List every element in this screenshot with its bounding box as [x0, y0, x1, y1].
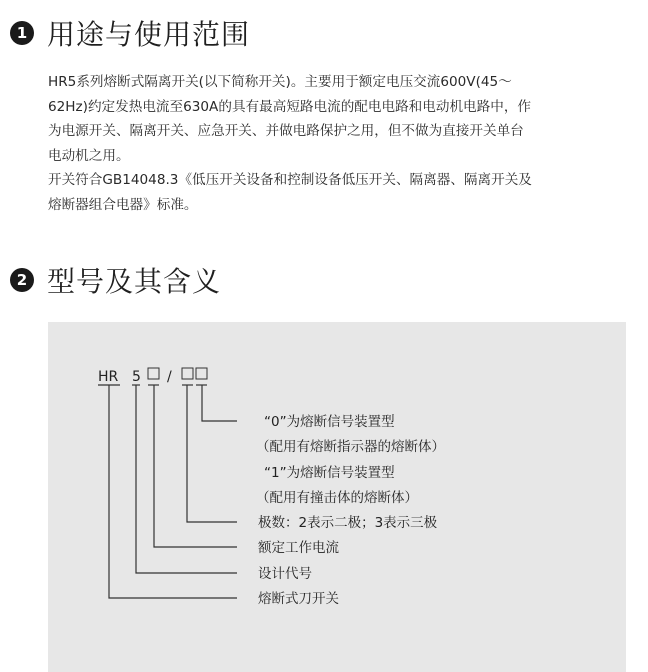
leader-line — [202, 385, 237, 421]
section-heading-usage — [10, 13, 250, 53]
code-placeholder-box — [148, 368, 159, 379]
model-code-diagram-svg — [48, 322, 626, 672]
code-series: 5 — [132, 369, 141, 385]
code-separator: / — [167, 369, 172, 385]
paragraph-line: 开关符合GB14048.3《低压开关设备和控制设备低压开关、隔离器、隔离开关及 — [48, 172, 532, 188]
leader-line — [109, 385, 237, 598]
section-heading-model — [10, 260, 221, 300]
label-poles: 极数：2表示二极；3表示三极 — [258, 515, 438, 531]
leader-line — [154, 385, 237, 547]
paragraph-line: 62Hz)约定发热电流至630A的具有最高短路电流的配电电路和电动机电路中，作 — [48, 98, 532, 115]
model-code-diagram — [48, 322, 626, 672]
code-prefix: HR — [98, 369, 119, 385]
section-title: 用途与使用范围 — [47, 18, 251, 51]
label-signal-1: “1”为熔断信号装置型 — [264, 465, 395, 481]
usage-paragraph — [48, 70, 638, 168]
label-signal-0: “0”为熔断信号装置型 — [264, 414, 395, 430]
section-number-badge: 1 — [10, 21, 34, 45]
leader-line — [187, 385, 237, 522]
paragraph-line: 熔断器组合电器》标准。 — [48, 196, 198, 213]
section-title: 型号及其含义 — [47, 265, 222, 298]
code-placeholder-box — [196, 368, 207, 379]
label-rated-current: 额定工作电流 — [258, 540, 339, 556]
label-design-code: 设计代号 — [258, 566, 312, 582]
label-signal-0-note: （配用有熔断指示器的熔断体） — [256, 439, 445, 455]
standard-paragraph — [48, 168, 638, 217]
section-number-badge: 2 — [10, 268, 34, 292]
code-placeholder-box — [182, 368, 193, 379]
paragraph-line: 为电源开关、隔离开关、应急开关、并做电路保护之用，但不做为直接开关单台 — [48, 123, 524, 139]
label-signal-1-note: （配用有撞击体的熔断体） — [256, 490, 418, 506]
paragraph-line: HR5系列熔断式隔离开关(以下简称开关)。主要用于额定电压交流600V(45～ — [48, 74, 512, 90]
paragraph-line: 电动机之用。 — [48, 147, 130, 164]
label-product: 熔断式刀开关 — [258, 591, 339, 607]
